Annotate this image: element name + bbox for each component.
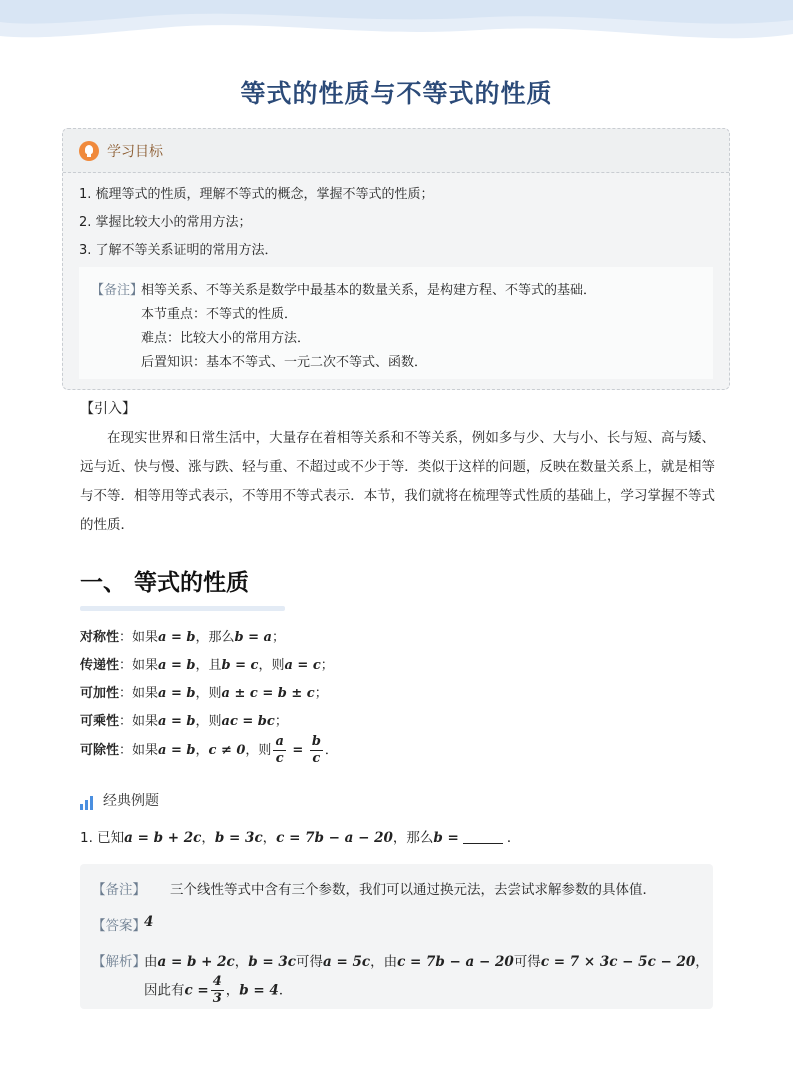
page-title: 等式的性质与不等式的性质 (240, 79, 553, 108)
learning-goals-label: 学习目标 (107, 143, 163, 160)
property-text: ，那么 (195, 630, 235, 645)
note-text: 三个线性等式中含有三个参数，我们可以通过换元法，去尝试求解参数的具体值． (170, 882, 656, 898)
math-expr: a = b (158, 630, 196, 645)
math-expr: a = b (158, 686, 196, 701)
question-text: ， (201, 830, 215, 846)
fraction-numerator: 4 (212, 974, 222, 989)
question-1 (80, 826, 520, 846)
learning-goals-list (63, 173, 729, 265)
math-expr: ac = bc (221, 714, 275, 729)
solution-panel (80, 864, 713, 1009)
fraction-numerator: a (275, 734, 284, 749)
fraction-numerator: b (311, 734, 321, 749)
math-expr: a = c (284, 658, 321, 673)
analysis-text: 可得 (513, 954, 541, 970)
question-text: ． (506, 830, 521, 846)
property-name: 传递性 (80, 658, 120, 673)
analysis-line-2 (144, 974, 292, 1007)
note-tag: 【备注】 (92, 882, 146, 898)
section-title: 一、 等式的性质 (80, 570, 250, 596)
property-text: ； (271, 630, 285, 645)
intro-paragraph: 在现实世界和日常生活中，大量存在着相等关系和不等关系，例如多与少、大与小、长与短、高与矮、远与近、快与慢、涨与跌、轻与重、不超过或不少于等．类似于这样的问题，反映在数量关系上，就是相等与不等．相等用等式表示，不等用不等式表示．本节，我们就将在梳理等式性质的基础上，学习掌握不等式的性质． (80, 430, 715, 533)
answer-value: 4 (144, 914, 154, 930)
answer-tag: 【答案】 (92, 918, 146, 934)
property-text: ，则 (258, 658, 285, 673)
note-line: 本节重点：不等式的性质． (141, 307, 298, 322)
analysis-text: 可得 (296, 954, 323, 970)
note-line: 难点：比较大小的常用方法． (141, 331, 311, 346)
math-expr: c = 7b − a − 20 (276, 830, 393, 846)
analysis-text: ． (278, 982, 293, 999)
answer-blank (463, 843, 503, 844)
property-text: ：如果 (119, 743, 159, 758)
intro-heading: 【引入】 (80, 401, 136, 417)
property-transitive (80, 654, 334, 673)
fraction-denominator: 3 (212, 991, 222, 1006)
question-text: ，那么 (392, 830, 434, 846)
property-text: ：如果 (119, 658, 159, 673)
math-expr: b = c (221, 658, 259, 673)
property-text: ，且 (195, 658, 222, 673)
examples-label: 经典例题 (103, 793, 159, 809)
learning-goals-panel (62, 128, 730, 390)
property-text: ， (195, 743, 209, 758)
property-divisive (80, 734, 338, 767)
property-name: 可乘性 (80, 714, 120, 729)
fraction (211, 974, 224, 1007)
examples-header (80, 790, 159, 810)
property-text: ； (274, 714, 288, 729)
property-text: ，则 (245, 743, 272, 758)
property-symmetric (80, 626, 285, 645)
property-text: ； (314, 686, 328, 701)
property-text: ，则 (195, 686, 222, 701)
math-expr: a = 5c (323, 954, 371, 970)
property-additive (80, 682, 328, 701)
math-expr: b = a (234, 630, 272, 645)
property-text: ：如果 (119, 686, 159, 701)
bar-chart-icon (80, 796, 93, 810)
analysis-text: ，由 (370, 954, 398, 970)
learning-goals-header (63, 129, 729, 173)
fraction (310, 734, 323, 767)
math-expr: a = b (158, 743, 196, 758)
math-expr: b = (433, 830, 459, 846)
math-expr: b = 4 (239, 982, 279, 999)
property-name: 可除性 (80, 743, 120, 758)
property-text: ：如果 (119, 630, 159, 645)
question-text: 1. 已知 (80, 830, 125, 846)
math-expr: c ≠ 0 (208, 743, 246, 758)
property-text: ：如果 (119, 714, 159, 729)
math-expr: c = 7b − a − 20 (397, 954, 514, 970)
analysis-text: ， (225, 982, 240, 999)
note-line: 相等关系、不等关系是数学中最基本的数量关系，是构建方程、不等式的基础． (141, 283, 597, 298)
math-expr: b = 3c (214, 830, 263, 846)
header-wave-decoration (0, 0, 793, 60)
math-expr: a = b + 2c (157, 954, 235, 970)
property-name: 可加性 (80, 686, 120, 701)
analysis-text: ， (695, 954, 709, 970)
fraction-denominator: c (275, 751, 284, 766)
goal-item: 3. 了解不等关系证明的常用方法． (79, 243, 278, 258)
math-expr: c = (184, 982, 209, 999)
goal-item: 1. 梳理等式的性质，理解不等式的概念，掌握不等式的性质； (79, 187, 434, 202)
property-text: ． (324, 743, 338, 758)
analysis-text: 由 (144, 954, 158, 970)
math-expr: b = 3c (248, 954, 296, 970)
analysis-tag: 【解析】 (92, 954, 146, 970)
question-text: ， (262, 830, 277, 846)
analysis-line-1 (144, 950, 709, 970)
property-text: ； (320, 658, 334, 673)
goals-note (79, 267, 713, 379)
section-underline (80, 606, 285, 611)
math-expr: a = b (158, 714, 196, 729)
analysis-text: ， (234, 954, 249, 970)
math-expr: c = 7 × 3c − 5c − 20 (540, 954, 696, 970)
math-expr: a ± c = b ± c (221, 686, 315, 701)
math-expr: a = b + 2c (124, 830, 202, 846)
property-name: 对称性 (80, 630, 120, 645)
fraction (273, 734, 285, 767)
property-multiplicative (80, 710, 288, 729)
note-line: 后置知识：基本不等式、一元二次不等式、函数． (141, 355, 428, 370)
analysis-text: 因此有 (144, 982, 185, 999)
note-tag: 【备注】 (91, 283, 144, 298)
math-expr: = (287, 743, 308, 758)
fraction-denominator: c (312, 751, 321, 766)
goal-item: 2. 掌握比较大小的常用方法； (79, 215, 252, 230)
property-text: ，则 (195, 714, 222, 729)
lightbulb-icon (79, 141, 99, 161)
math-expr: a = b (158, 658, 196, 673)
